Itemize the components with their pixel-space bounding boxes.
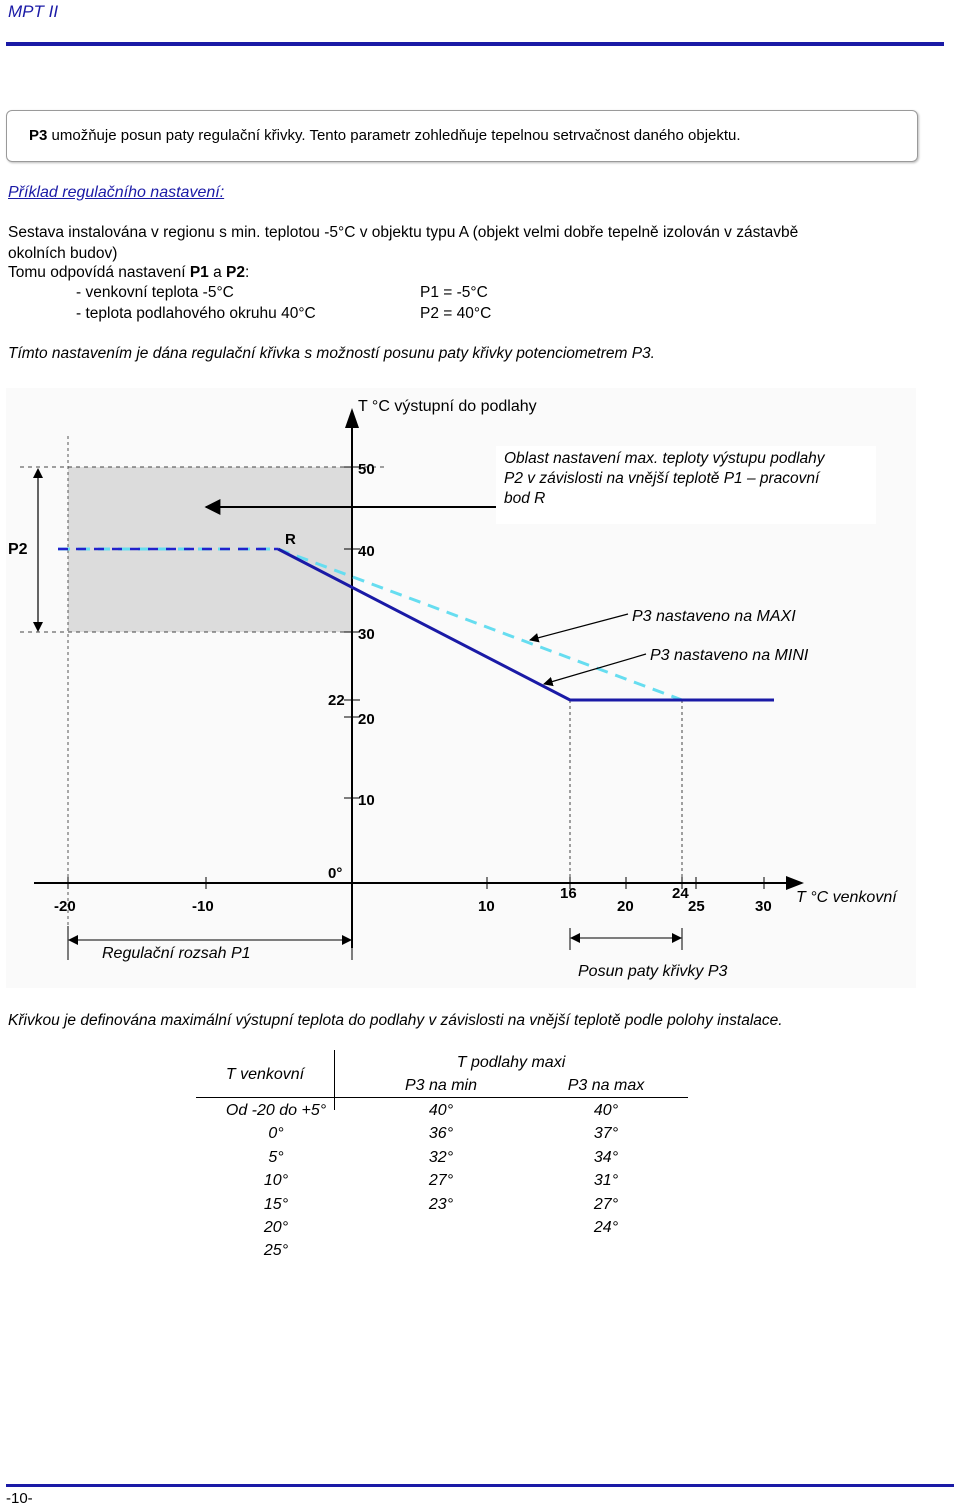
row-2-min: 32° [428, 1149, 454, 1166]
row-3-max: 31° [593, 1172, 619, 1189]
mini-label: P3 nastaveno na MINI [650, 647, 809, 664]
intro-summary: Tímto nastavením je dána regulační křivka s možností posunu paty křivky potenciometrem P3. [8, 345, 655, 362]
intro-line-3-pre: Tomu odpovídá nastavení [8, 264, 190, 281]
point-r-label: R [285, 531, 296, 548]
row-1-max: 37° [593, 1125, 619, 1142]
row-4-outdoor: 15° [263, 1196, 289, 1213]
intro-line-3-p1: P1 [189, 264, 209, 281]
y-label-22: 22 [328, 692, 345, 709]
p2-label: P2 [8, 541, 28, 558]
intro-line-3-post: : [245, 264, 250, 281]
document-header-title: MPT II [8, 2, 59, 21]
max-temperature-table [196, 1050, 690, 1266]
y-label-20: 20 [358, 711, 375, 728]
row-0-min: 40° [428, 1102, 454, 1119]
note-body: umožňuje posun paty regulační křivky. Tento parametr zohledňuje tepelnou setrvačnost daného objektu. [47, 127, 741, 144]
intro-line-1: Sestava instalována v regionu s min. teplotou -5°C v objektu typu A (objekt velmi dobře tepelně izolován v zástavbě [8, 224, 799, 241]
intro-line-3 [8, 264, 249, 282]
row-4-min: 23° [428, 1196, 454, 1213]
section-title: Příklad regulačního nastavení: [8, 184, 225, 201]
intro-line-2: okolních budov) [8, 245, 118, 262]
region-note-line-1: Oblast nastavení max. teploty výstupu podlahy [504, 450, 825, 467]
row-0-outdoor: Od -20 do +5° [225, 1102, 327, 1119]
x-label-minus20: -20 [54, 898, 76, 915]
intro-item-2-right: P2 = 40°C [420, 305, 492, 322]
y-label-50: 50 [358, 461, 375, 478]
row-2-outdoor: 5° [268, 1149, 284, 1166]
footer-rule [6, 1484, 954, 1487]
x-label-16: 16 [560, 885, 577, 902]
note-text [29, 127, 741, 144]
y-axis-label: T °C výstupní do podlahy [358, 398, 537, 415]
conclusion-text: Křivkou je definována maximální výstupní teplota do podlahy v závislosti na vnější teplotě podle polohy instalace. [8, 1012, 783, 1029]
y-label-30: 30 [358, 626, 375, 643]
x-label-minus10: -10 [192, 898, 214, 915]
page-number: -10- [6, 1490, 33, 1507]
row-1-min: 36° [428, 1125, 454, 1142]
table-vertical-divider [334, 1050, 335, 1110]
intro-item-1-left: - venkovní teplota -5°C [76, 284, 234, 301]
intro-line-3-p2: P2 [226, 264, 245, 281]
intro-item-2-left: - teplota podlahového okruhu 40°C [76, 305, 316, 322]
row-4-max: 27° [593, 1196, 619, 1213]
note-bold: P3 [29, 127, 48, 144]
region-note-line-3: bod R [504, 490, 546, 507]
row-1-outdoor: 0° [268, 1125, 284, 1142]
range-p1-label: Regulační rozsah P1 [102, 945, 251, 962]
regulation-curve-chart [6, 388, 916, 988]
sub-min-header: P3 na min [404, 1077, 478, 1094]
intro-line-3-mid: a [208, 264, 227, 281]
x-axis-label: T °C venkovní [796, 889, 897, 906]
row-3-outdoor: 10° [263, 1172, 289, 1189]
shift-p3-label: Posun paty křivky P3 [578, 963, 728, 980]
note-box [6, 110, 918, 162]
x-label-10: 10 [478, 898, 495, 915]
x-label-20: 20 [617, 898, 634, 915]
header-rule [6, 42, 944, 46]
table-header-rule [196, 1097, 688, 1098]
sub-max-header: P3 na max [567, 1077, 645, 1094]
intro-item-1-right: P1 = -5°C [420, 284, 488, 301]
x-label-24: 24 [672, 885, 689, 902]
row-5-max: 24° [593, 1219, 619, 1236]
region-note-line-2: P2 v závislosti na vnější teplotě P1 – pracovní [504, 470, 820, 487]
row-5-outdoor: 20° [263, 1219, 289, 1236]
x-label-30: 30 [755, 898, 772, 915]
y-label-0: 0° [328, 865, 343, 882]
x-label-25: 25 [688, 898, 705, 915]
col-floor-header: T podlahy maxi [456, 1054, 566, 1071]
col-outdoor-header: T venkovní [225, 1066, 305, 1083]
y-label-40: 40 [358, 543, 375, 560]
maxi-label: P3 nastaveno na MAXI [632, 608, 796, 625]
row-2-max: 34° [593, 1149, 619, 1166]
row-0-max: 40° [593, 1102, 619, 1119]
row-3-min: 27° [428, 1172, 454, 1189]
row-6-outdoor: 25° [263, 1242, 289, 1259]
y-label-10: 10 [358, 792, 375, 809]
